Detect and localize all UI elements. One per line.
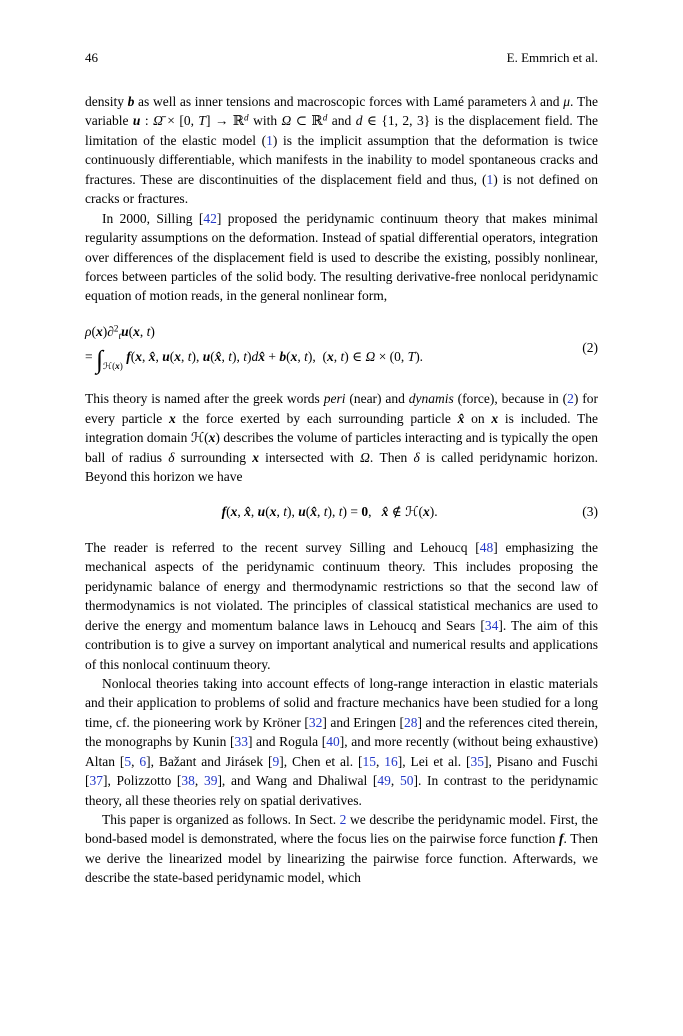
- text-run: x: [174, 349, 181, 365]
- text-run: T: [407, 349, 416, 365]
- text-run: x: [168, 410, 176, 426]
- text-run: t: [283, 504, 287, 520]
- text-run: ] and Eringen [: [322, 714, 405, 730]
- text-run: d: [322, 112, 328, 123]
- text-run: is called peridynamic horizon. Beyond this horizon we have: [85, 449, 598, 484]
- text-run: (: [210, 349, 215, 365]
- text-run: ),: [286, 504, 299, 520]
- text-run: we describe the peridynamic model. First, the bond-based model is demonstrated, where the focus lies on the pairwise force function: [85, 812, 598, 847]
- text-run: ): [102, 323, 108, 339]
- text-run: ∈ {1, 2, 3} is the displacement field. The limitation of the elastic model (: [85, 113, 598, 148]
- text-run: ∫: [96, 345, 104, 375]
- text-run: u: [162, 349, 170, 365]
- text-run: x: [133, 323, 140, 339]
- text-run: (force), because in (: [453, 391, 568, 407]
- running-head: E. Emmrich et al.: [506, 50, 598, 65]
- text-run: x: [269, 504, 277, 520]
- text-run: f: [221, 504, 227, 520]
- text-run: x: [290, 349, 298, 365]
- text-run: ,: [390, 773, 400, 789]
- text-run: and: [536, 94, 564, 109]
- text-run: ], Bažant and Jirásek [: [146, 753, 273, 769]
- text-run: ∉ ℋ(: [388, 504, 423, 520]
- text-run: ] emphasizing the mechanical aspects of the peridynamic continuum theory. This includes proposing the peridynamic balance of energy and thermodynamic restrictions so that the second law of thermodynamics is not violated. The principles of classical statistical mechanics are used to derive the energy and momentum balance laws in Lehoucq and Sears [: [85, 539, 598, 633]
- text-run: x: [327, 349, 334, 365]
- citation-link[interactable]: 2: [567, 391, 574, 407]
- text-run: The reader is referred to the recent survey Silling and Lehoucq [: [85, 539, 480, 555]
- text-run: d: [251, 349, 259, 365]
- text-run: ), (: [307, 349, 328, 365]
- text-run: ),: [232, 349, 244, 365]
- text-run: ).: [415, 349, 424, 365]
- equation-body: [85, 500, 574, 523]
- text-run: ∂: [107, 323, 114, 339]
- equation-3: [85, 500, 598, 523]
- citation-link[interactable]: 2: [339, 812, 347, 827]
- text-run: u: [257, 504, 266, 520]
- citation-link[interactable]: 42: [203, 210, 217, 226]
- text-run: ) is the implicit assumption that the deformation is twice continuously differentiable, which manifests in the inability to model spontaneous cracks and fractures. These are discontinuities of the displacement field and thus, (: [85, 132, 598, 187]
- text-run: ) =: [342, 504, 362, 520]
- paragraph: [85, 92, 598, 209]
- text-run: surrounding: [174, 449, 253, 465]
- text-run: u: [121, 323, 129, 339]
- citation-link[interactable]: 28: [404, 714, 418, 730]
- text-run: ], Lei et al. [: [397, 753, 471, 769]
- text-run: the force exerted by each surrounding particle: [175, 410, 458, 426]
- text-run: ℋ(: [103, 361, 116, 372]
- text-run: Nonlocal theories taking into account effects of long-range interaction in elastic materials and their application to problems of solid and fracture mechanics have been studied for a long time, cf. the pioneering work by Kröner [: [85, 675, 598, 730]
- text-run: x: [95, 323, 103, 339]
- text-run: b: [279, 349, 287, 365]
- text-run: ).: [429, 504, 438, 520]
- text-run: dynamis: [408, 391, 454, 407]
- text-run: t: [146, 323, 151, 339]
- text-run: x̂: [258, 349, 266, 365]
- text-run: ),: [327, 504, 339, 520]
- text-run: ,: [368, 504, 382, 520]
- text-run: x: [230, 504, 238, 520]
- text-run: x: [115, 361, 120, 372]
- text-run: b: [127, 94, 135, 109]
- equation-number: (2): [582, 339, 598, 355]
- equation-line: [85, 320, 574, 345]
- text-run: x̂: [214, 349, 222, 365]
- citation-link[interactable]: 34: [484, 617, 499, 633]
- text-run: t: [304, 349, 308, 365]
- text-run: λ: [530, 94, 537, 109]
- text-run: u: [202, 349, 211, 365]
- paragraph: [85, 209, 598, 306]
- page-number: 46: [85, 50, 98, 65]
- text-run: ) for every particle: [85, 391, 598, 426]
- text-run: x: [491, 410, 499, 426]
- text-run: ], Pisano and Fuschi [: [85, 753, 599, 789]
- text-run: . The variable: [85, 94, 598, 129]
- text-run: (: [286, 349, 291, 365]
- text-run: Ω: [365, 349, 376, 365]
- text-run: (near) and: [345, 391, 409, 407]
- text-run: t: [340, 349, 345, 365]
- text-run: ,: [316, 504, 324, 520]
- text-run: ], Polizzotto [: [103, 773, 182, 789]
- citation-link[interactable]: 38: [181, 773, 195, 789]
- text-run: t: [243, 349, 248, 365]
- text-run: . Then we derive the linearized model by linearizing the pairwise force function. Afterwards, we describe the state-based peridynamic model, which: [85, 831, 599, 886]
- text-run: 2: [113, 323, 119, 334]
- text-run: ,: [194, 773, 204, 789]
- text-run: μ: [563, 94, 570, 109]
- text-run: Ω: [360, 449, 370, 465]
- text-run: δ: [168, 449, 175, 465]
- citation-link[interactable]: 33: [234, 734, 248, 750]
- text-run: ]. In contrast to the peridynamic theory, all these theories rely on spatial derivatives.: [85, 773, 599, 808]
- page-header: [85, 50, 598, 66]
- text-run: t: [187, 349, 192, 365]
- text-run: This paper is organized as follows. In Sect.: [102, 812, 340, 827]
- text-run: x̂: [310, 504, 317, 520]
- article-body: [85, 92, 598, 888]
- citation-link[interactable]: 15: [362, 753, 376, 769]
- text-run: ,: [180, 349, 188, 365]
- citation-link[interactable]: 48: [479, 539, 494, 555]
- text-run: ] proposed the peridynamic continuum theory that makes minimal regularity assumptions on the deformation. Instead of spatial differential operators, integration over differences of the displacement field is used to describe the existing, possibly nonlinear, forces between particles of the solid body. The resulting derivative-free nonlocal peridynamic equation of motion reads, in the general nonlinear form,: [85, 210, 598, 304]
- text-run: u: [298, 504, 306, 520]
- text-run: t: [338, 504, 343, 520]
- text-run: ] and the references cited therein, the monographs by Kunin [: [85, 714, 598, 750]
- text-run: f: [559, 831, 564, 847]
- text-run: (: [91, 323, 96, 339]
- citation-link[interactable]: 1: [266, 132, 273, 148]
- text-run: density: [85, 94, 128, 109]
- text-run: intersected with: [258, 449, 361, 465]
- equation-line: [85, 500, 574, 523]
- paragraph: [85, 538, 598, 674]
- text-run: x̂: [148, 349, 156, 365]
- text-run: Ω: [281, 113, 292, 129]
- text-run: ,: [250, 504, 258, 520]
- text-run: ) describes the volume of particles interacting and is typically the open ball of radius: [85, 430, 598, 465]
- text-run: ),: [191, 349, 203, 365]
- text-run: and: [327, 113, 356, 129]
- text-run: T: [198, 113, 206, 129]
- text-run: ,: [297, 349, 305, 365]
- text-run: ] and Rogula [: [247, 734, 327, 750]
- equation-body: [85, 320, 574, 375]
- paragraph: [85, 389, 598, 486]
- text-run: x̂: [457, 410, 465, 426]
- citation-link[interactable]: 40: [326, 734, 340, 750]
- text-run: ], Chen et al. [: [279, 753, 363, 769]
- text-run: ) is not defined on cracks or fractures.: [85, 171, 598, 207]
- citation-link[interactable]: 1: [486, 171, 494, 187]
- text-run: ] → ℝ: [205, 113, 245, 129]
- text-run: In 2000, Silling [: [102, 210, 204, 226]
- text-run: x̂: [381, 504, 389, 520]
- equation-number: (3): [582, 504, 598, 520]
- text-run: ,: [131, 753, 140, 769]
- text-run: :: [140, 113, 154, 129]
- text-run: ,: [139, 323, 147, 339]
- citation-link[interactable]: 49: [377, 773, 391, 789]
- text-run: with: [248, 113, 282, 129]
- text-run: ], and Wang and Dhaliwal [: [217, 773, 378, 789]
- text-run: x: [252, 449, 259, 465]
- text-run: ,: [376, 753, 385, 769]
- text-run: t: [228, 349, 232, 365]
- text-run: This theory is named after the greek words: [85, 391, 324, 407]
- text-run: d: [244, 112, 249, 123]
- text-run: is included. The integration domain: [85, 410, 599, 446]
- text-run: f: [126, 349, 131, 365]
- citation-link[interactable]: 35: [470, 753, 485, 769]
- text-run: Ω̄: [153, 113, 163, 129]
- text-run: ): [150, 323, 155, 339]
- text-run: ℋ(: [190, 430, 209, 446]
- citation-link[interactable]: 32: [308, 714, 323, 730]
- text-run: (: [128, 323, 134, 339]
- text-run: ,: [333, 349, 341, 365]
- text-run: x̂: [244, 504, 251, 520]
- text-run: u: [132, 113, 141, 129]
- citation-link[interactable]: 39: [203, 773, 218, 789]
- text-run: ⊂ ℝ: [291, 113, 323, 129]
- text-run: x: [208, 430, 216, 446]
- text-run: on: [464, 410, 492, 426]
- text-run: × [0,: [162, 113, 199, 129]
- text-run: x: [422, 504, 430, 520]
- citation-link[interactable]: 9: [272, 753, 280, 769]
- text-run: (: [226, 504, 231, 520]
- text-run: x: [135, 349, 142, 365]
- text-run: ]. The aim of this contribution is to give a survey on important analytical and numerical results and applications of this nonlocal continuum theory.: [85, 617, 599, 672]
- equation-2: [85, 320, 598, 375]
- text-run: d: [355, 113, 363, 129]
- text-run: . Then: [369, 449, 414, 465]
- citation-link[interactable]: 6: [139, 753, 147, 769]
- text-run: (: [265, 504, 270, 520]
- citation-link[interactable]: 5: [124, 753, 132, 769]
- text-run: ], and more recently (without being exhaustive) Altan [: [85, 734, 598, 769]
- text-run: (: [169, 349, 175, 365]
- citation-link[interactable]: 50: [399, 773, 414, 789]
- paragraph: [85, 674, 598, 810]
- text-run: ): [119, 361, 123, 372]
- text-run: as well as inner tensions and macroscopic forces with Lamé parameters: [134, 94, 531, 109]
- text-run: ): [247, 349, 252, 365]
- text-run: ,: [276, 504, 284, 520]
- text-run: +: [265, 349, 280, 365]
- text-run: t: [323, 504, 328, 520]
- text-run: ,: [237, 504, 245, 520]
- text-run: ,: [221, 349, 229, 365]
- text-run: (: [305, 504, 311, 520]
- text-run: × (0,: [375, 349, 408, 365]
- text-run: 0: [361, 504, 369, 520]
- citation-link[interactable]: 37: [89, 773, 103, 789]
- citation-link[interactable]: 16: [384, 753, 398, 769]
- text-run: ,: [155, 349, 163, 365]
- paragraph: [85, 810, 598, 888]
- text-run: peri: [323, 391, 346, 407]
- text-run: ρ: [85, 323, 92, 339]
- text-run: ) ∈: [344, 349, 366, 365]
- equation-line: [85, 345, 574, 375]
- text-run: t: [118, 331, 122, 342]
- text-run: (: [130, 349, 136, 365]
- text-run: =: [85, 349, 96, 365]
- text-run: δ: [413, 449, 420, 465]
- text-run: ,: [141, 349, 149, 365]
